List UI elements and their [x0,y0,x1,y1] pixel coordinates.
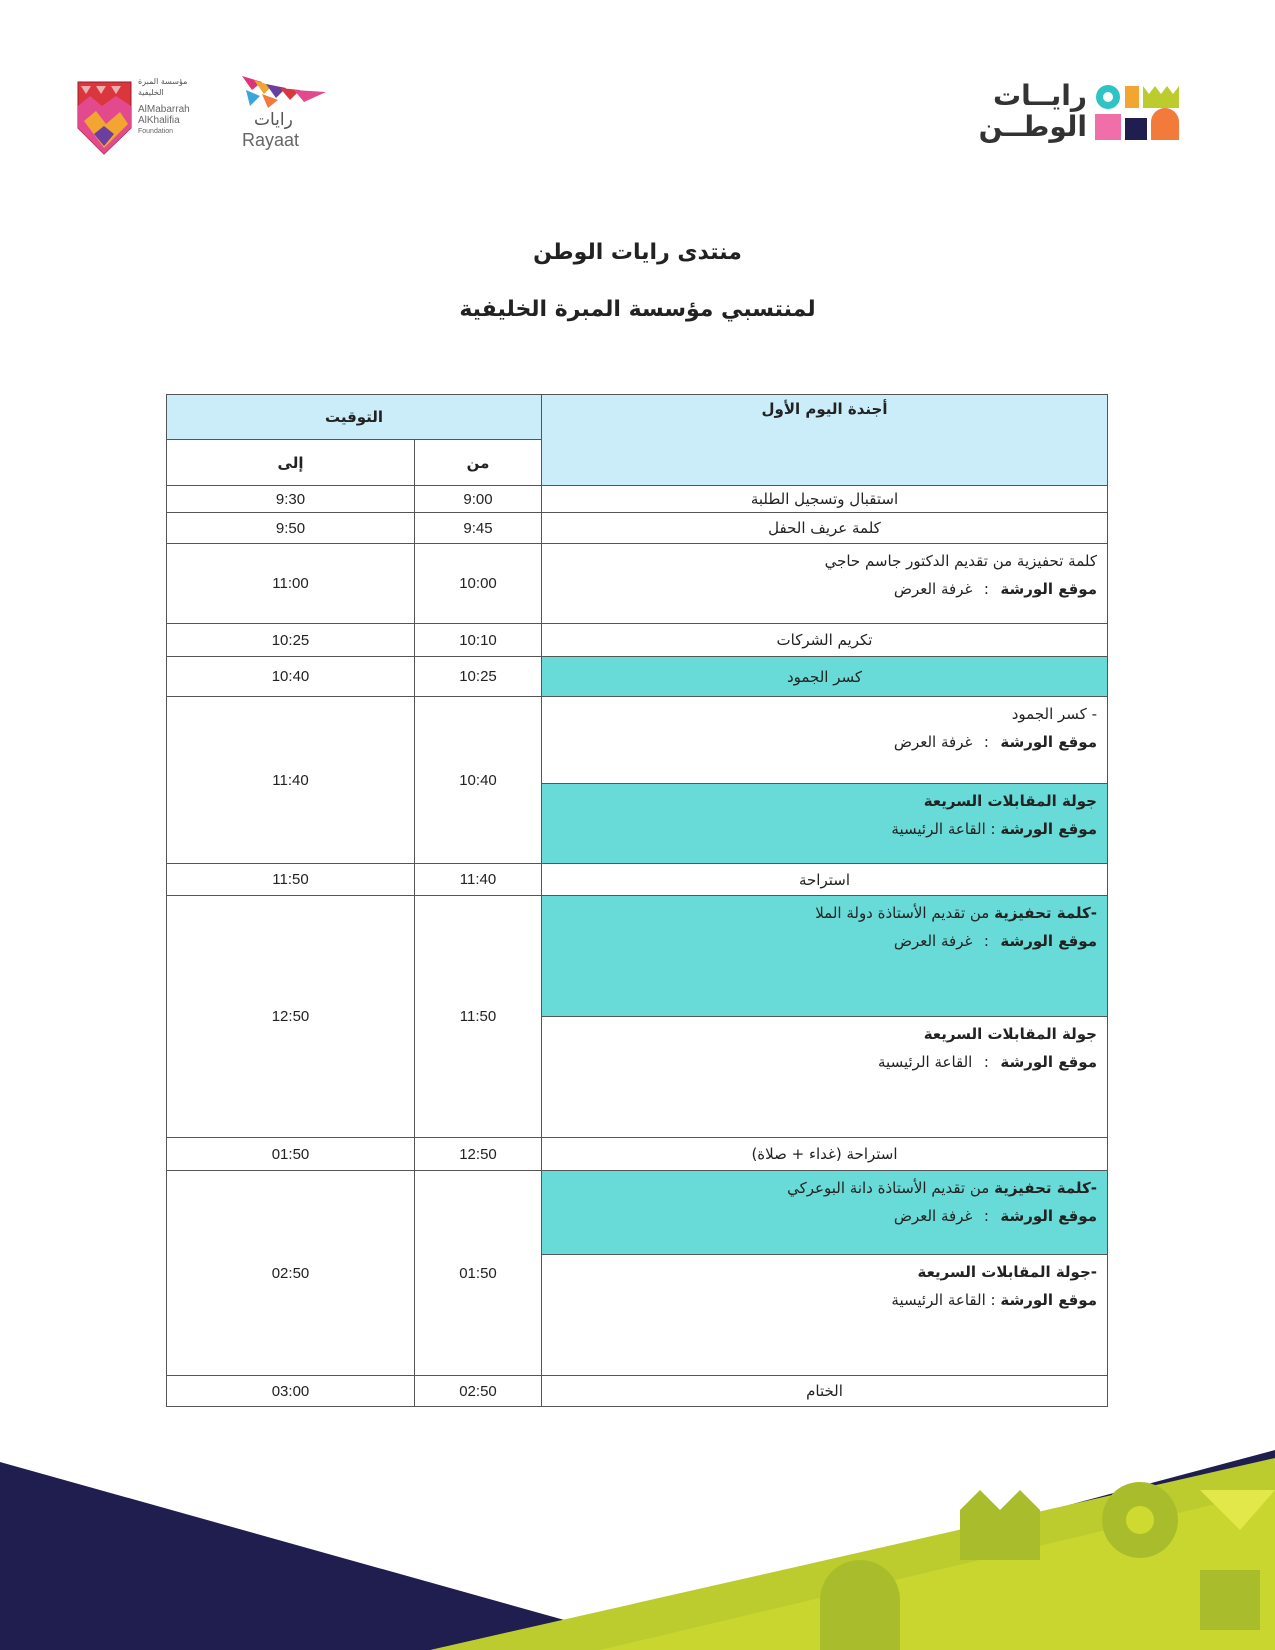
mabarrah-name-ar: مؤسسة المبرة الخليفية [138,77,188,97]
activity-bold: -كلمة تحفيزية [994,1179,1097,1197]
activity-line [552,899,1097,927]
location-line: موقع الورشة : القاعة الرئيسية [891,820,1097,838]
timing-header: التوقيت [167,395,542,440]
agenda-table [166,394,1108,1407]
from-time: 10:40 [415,697,542,864]
to-time: 9:50 [167,513,415,544]
location-label: موقع الورشة [1000,580,1097,598]
decor-zigzag [960,1490,1040,1560]
location-line: موقع الورشة:غرفة العرض [893,733,1097,751]
activity: جولة المقابلات السريعة [923,792,1097,810]
rayaat-name-ar: رايات [254,110,293,130]
activity-cell [542,1255,1108,1376]
to-time: 9:30 [167,486,415,513]
activity-bold: -كلمة تحفيزية [994,904,1097,922]
table-row [167,1138,1108,1171]
to-time: 03:00 [167,1376,415,1407]
location-label: موقع الورشة [1000,932,1097,950]
table-row [167,896,1108,1017]
activity-cell [542,784,1108,864]
activity-cell [542,1171,1108,1255]
table-row [167,513,1108,544]
to-time: 01:50 [167,1138,415,1171]
to-time: 12:50 [167,896,415,1138]
activity-cell [542,544,1108,624]
mabarrah-en-line: Foundation [138,128,174,135]
table-row [167,486,1108,513]
table-row [167,544,1108,624]
activity-cell [542,896,1108,1017]
rayaat-name-en: Rayaat [242,130,300,150]
from-time: 10:00 [415,544,542,624]
header-row [167,395,1108,440]
to-time: 02:50 [167,1171,415,1376]
location-label: موقع الورشة [1000,1291,1097,1309]
activity: كسر الجمود [542,657,1108,697]
to-time: 10:25 [167,624,415,657]
activity: استراحة [542,864,1108,896]
location-line: موقع الورشة:غرفة العرض [893,932,1097,950]
from-time: 10:25 [415,657,542,697]
from-time: 11:50 [415,896,542,1138]
table-row [167,697,1108,784]
location-label: موقع الورشة [1000,1053,1097,1071]
partner-logos [76,76,336,158]
activity: تكريم الشركات [542,624,1108,657]
location-line: موقع الورشة:غرفة العرض [893,1207,1097,1225]
activity: من تقديم الأستاذة دولة الملا [815,904,990,922]
activity-cell [542,697,1108,784]
table-row [167,657,1108,697]
location-label: موقع الورشة [1000,1207,1097,1225]
location-value: القاعة الرئيسية [891,820,986,838]
location-value: غرفة العرض [893,733,973,751]
from-time: 02:50 [415,1376,542,1407]
location-label: موقع الورشة [1000,820,1097,838]
page-title: منتدى رايات الوطن [533,240,742,265]
from-time: 11:40 [415,864,542,896]
logo-line-1: رايــات [992,79,1087,112]
colorful-shapes-icon [1095,84,1181,142]
bottom-decoration [0,1450,1275,1650]
from-time: 12:50 [415,1138,542,1171]
location-line: موقع الورشة:غرفة العرض [893,580,1097,598]
rayaat-alwatan-logo [967,79,1187,146]
logo-line-2: الوطــن [978,110,1087,143]
to-header: إلى [167,440,415,486]
activity: استراحة (غداء + صلاة) [542,1138,1108,1171]
to-time: 11:40 [167,697,415,864]
logo-wordmark [967,80,1087,142]
decor-arch [820,1560,900,1650]
location-value: القاعة الرئيسية [891,1291,986,1309]
decor-circle-inner [1126,1506,1154,1534]
activity: الختام [542,1376,1108,1407]
activity: من تقديم الأستاذة دانة البوعركي [787,1179,990,1197]
activity-cell [542,1017,1108,1138]
mabarrah-en-line: AlMabarrah [138,104,190,115]
table-row [167,624,1108,657]
activity: جولة المقابلات السريعة [923,1025,1097,1043]
location-line: موقع الورشة:القاعة الرئيسية [878,1053,1097,1071]
table-row [167,1171,1108,1255]
activity: -جولة المقابلات السريعة [917,1263,1097,1281]
to-time: 10:40 [167,657,415,697]
activity-line [552,1174,1097,1202]
rayaat-flag-icon [242,76,326,110]
mabarrah-en-line: AlKhalifia [138,115,180,126]
from-time: 9:45 [415,513,542,544]
activity: - كسر الجمود [1011,705,1097,723]
to-time: 11:00 [167,544,415,624]
location-value: غرفة العرض [893,580,973,598]
activity: كلمة عريف الحفل [542,513,1108,544]
location-value: غرفة العرض [893,932,973,950]
location-value: غرفة العرض [893,1207,973,1225]
table-row [167,864,1108,896]
page-subtitle: لمنتسبي مؤسسة المبرة الخليفية [459,297,816,322]
activity: كلمة تحفيزية من تقديم الدكتور جاسم حاجي [824,552,1097,570]
from-time: 10:10 [415,624,542,657]
decor-square [1200,1570,1260,1630]
agenda-header: أجندة اليوم الأول [542,395,1108,486]
location-value: القاعة الرئيسية [878,1053,973,1071]
mabarrah-name-en [138,104,190,137]
from-time: 9:00 [415,486,542,513]
activity: استقبال وتسجيل الطلبة [542,486,1108,513]
from-time: 01:50 [415,1171,542,1376]
from-header: من [415,440,542,486]
to-time: 11:50 [167,864,415,896]
table-row [167,1376,1108,1407]
location-line: موقع الورشة : القاعة الرئيسية [891,1291,1097,1309]
location-label: موقع الورشة [1000,733,1097,751]
